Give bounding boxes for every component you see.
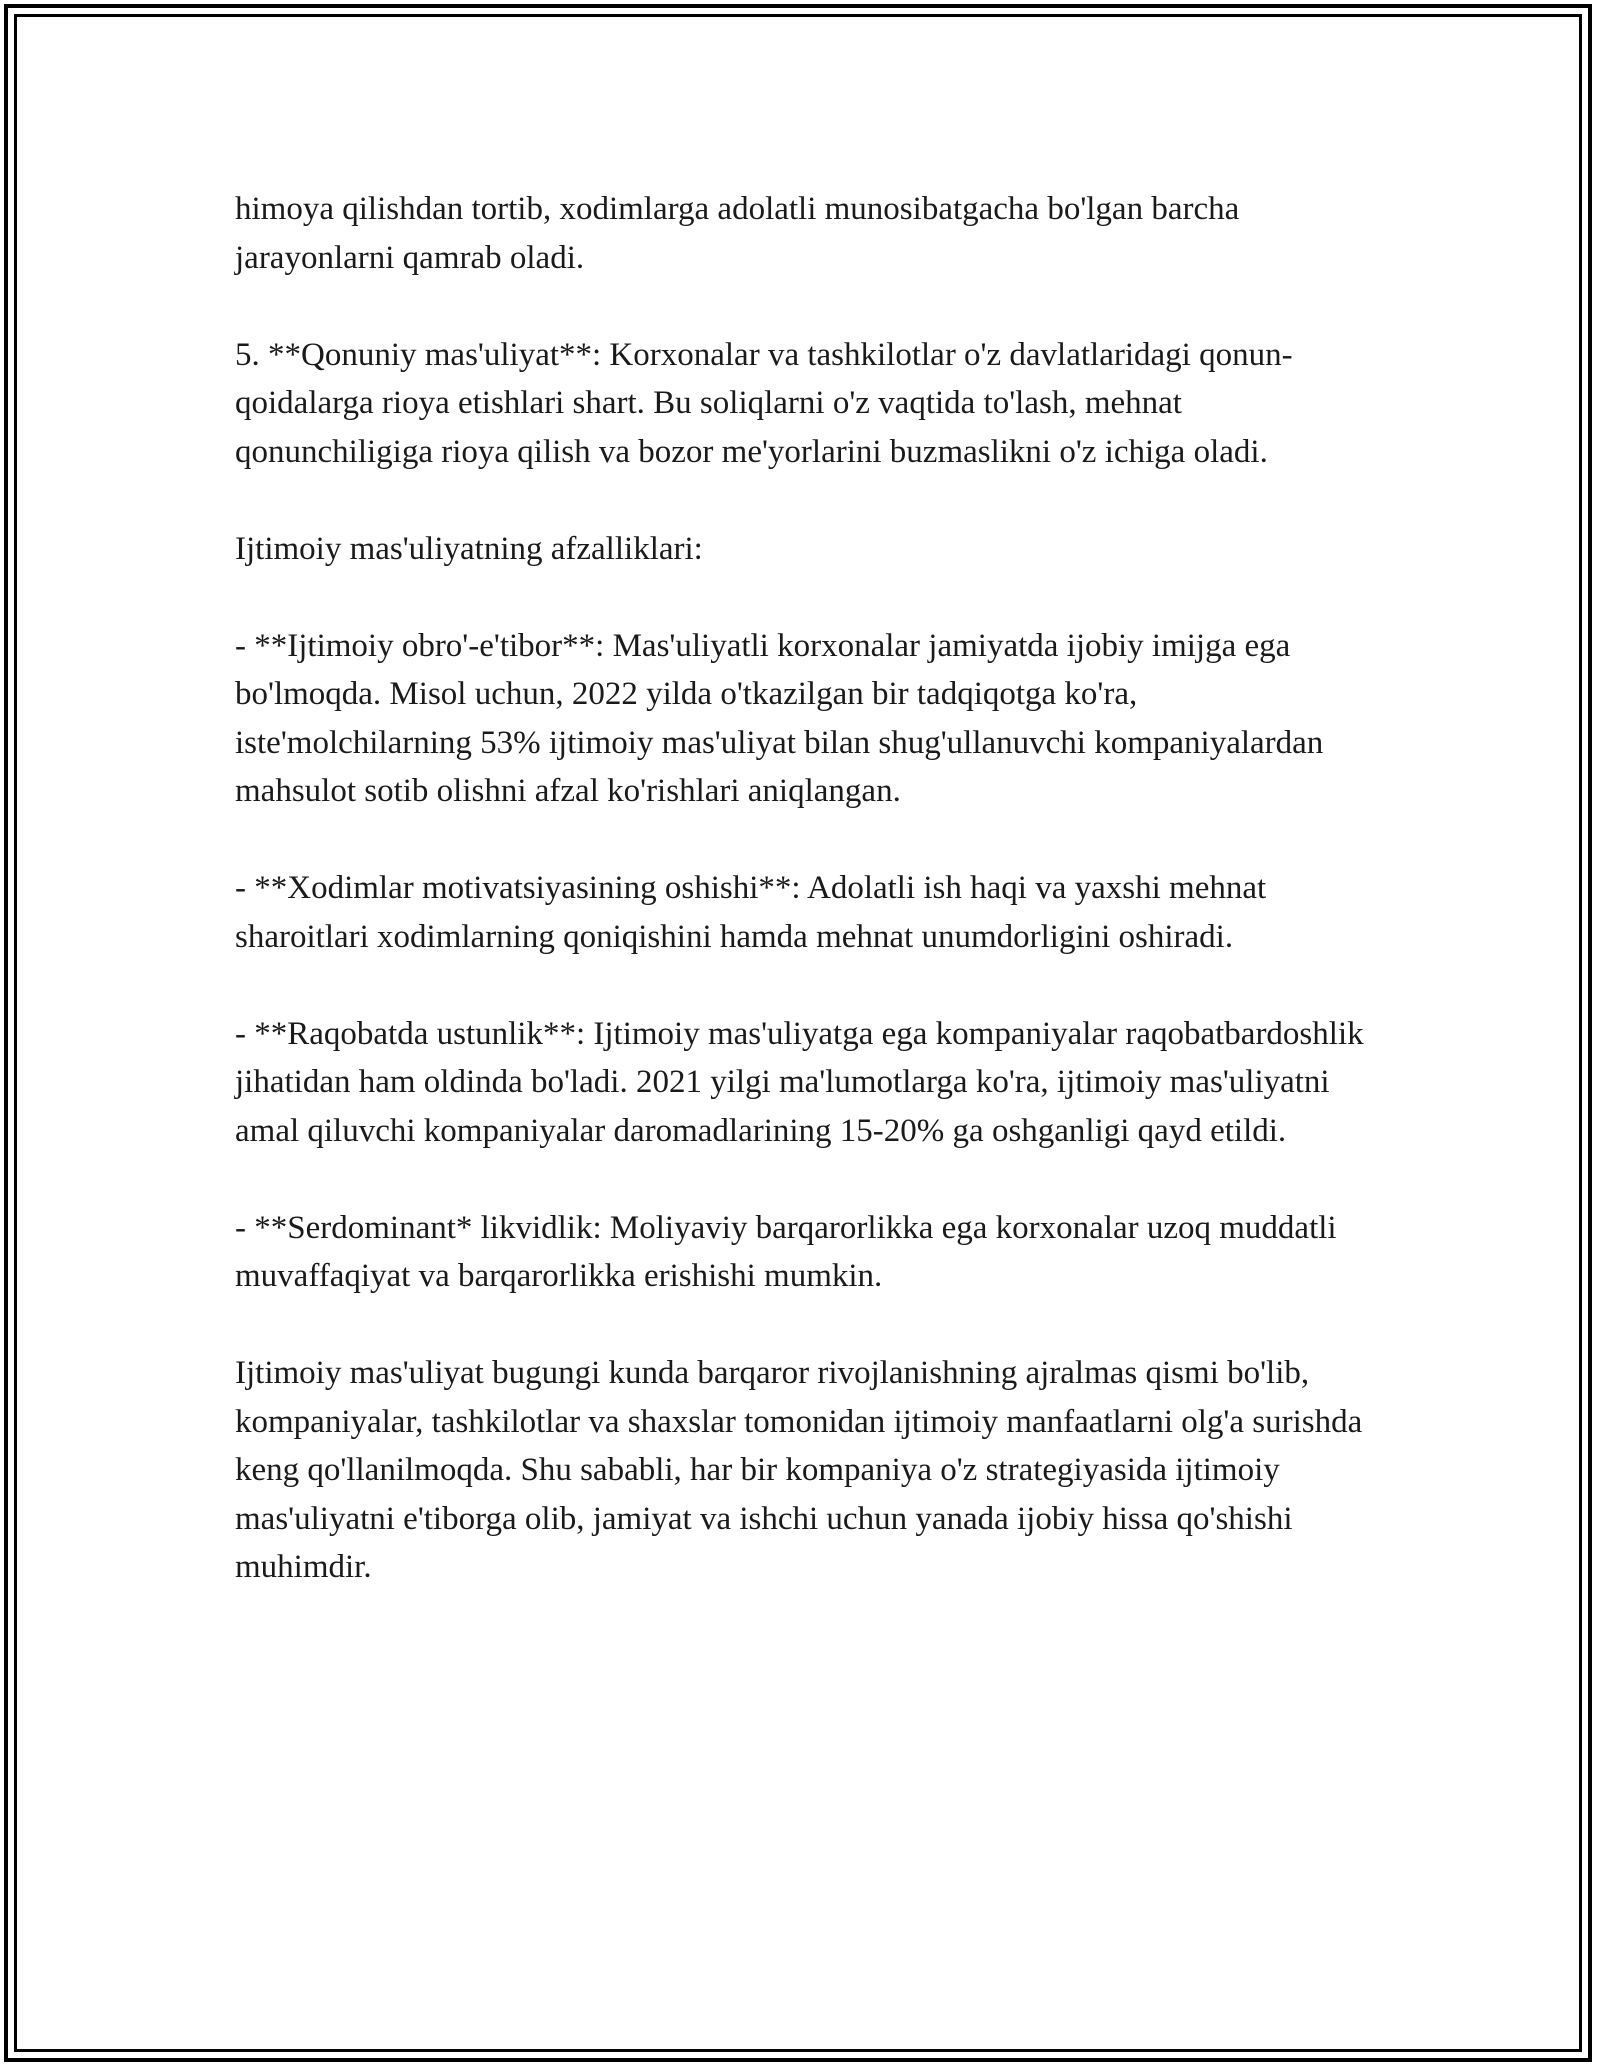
paragraph-conclusion: Ijtimoiy mas'uliyat bugungi kunda barqaror rivojlanishning ajralmas qismi bo'lib, kompaniyalar, tashkilotlar va shaxslar tomonidan ijtimoiy manfaatlarni olg'a surishda keng qo'llanilmoqda. Shu sababli, har bir kompaniya o'z strategiyasida ijtimoiy mas'uliyatni e'tiborga olib, jamiyat va ishchi uchun yanada ijobiy hissa qo'shishi muhimdir. bbox=[235, 1355, 1363, 1585]
paragraph-benefits-heading: Ijtimoiy mas'uliyatning afzalliklari: bbox=[235, 530, 703, 567]
document-body bbox=[235, 185, 1375, 1640]
paragraph-social-reputation: - **Ijtimoiy obro'-e'tibor**: Mas'uliyatli korxonalar jamiyatda ijobiy imijga ega bo'lmoqda. Misol uchun, 2022 yilda o'tkazilgan bir tadqiqotga ko'ra, iste'molchilarning 53% ijtimoiy mas'uliyat bilan shug'ullanuvchi kompaniyalardan mahsulot sotib olishni afzal ko'rishlari aniqlangan. bbox=[235, 627, 1324, 809]
paragraph-employee-motivation: - **Xodimlar motivatsiyasining oshishi**: Adolatli ish haqi va yaxshi mehnat sharoitlari xodimlarning qoniqishini hamda mehnat unumdorligini oshiradi. bbox=[235, 870, 1267, 955]
paragraph-liquidity: - **Serdominant* likvidlik: Moliyaviy barqarorlikka ega korxonalar uzoq muddatli muvaffaqiyat va barqarorlikka erishishi mumkin. bbox=[235, 1209, 1337, 1294]
paragraph-competitive-advantage: - **Raqobatda ustunlik**: Ijtimoiy mas'uliyatga ega kompaniyalar raqobatbardoshlik jihatidan ham oldinda bo'ladi. 2021 yilgi ma'lumotlarga ko'ra, ijtimoiy mas'uliyatni amal qiluvchi kompaniyalar daromadlarining 15-20% ga oshganligi qayd etildi. bbox=[235, 1015, 1364, 1149]
paragraph-intro-continuation: himoya qilishdan tortib, xodimlarga adolatli munosibatgacha bo'lgan barcha jarayonlarni qamrab oladi. bbox=[235, 191, 1240, 276]
paragraph-legal-responsibility: 5. **Qonuniy mas'uliyat**: Korxonalar va tashkilotlar o'z davlatlaridagi qonun-qoidalarga rioya etishlari shart. Bu soliqlarni o'z vaqtida to'lash, mehnat qonunchiligiga rioya qilish va bozor me'yorlarini buzmaslikni o'z ichiga oladi. bbox=[235, 336, 1293, 470]
